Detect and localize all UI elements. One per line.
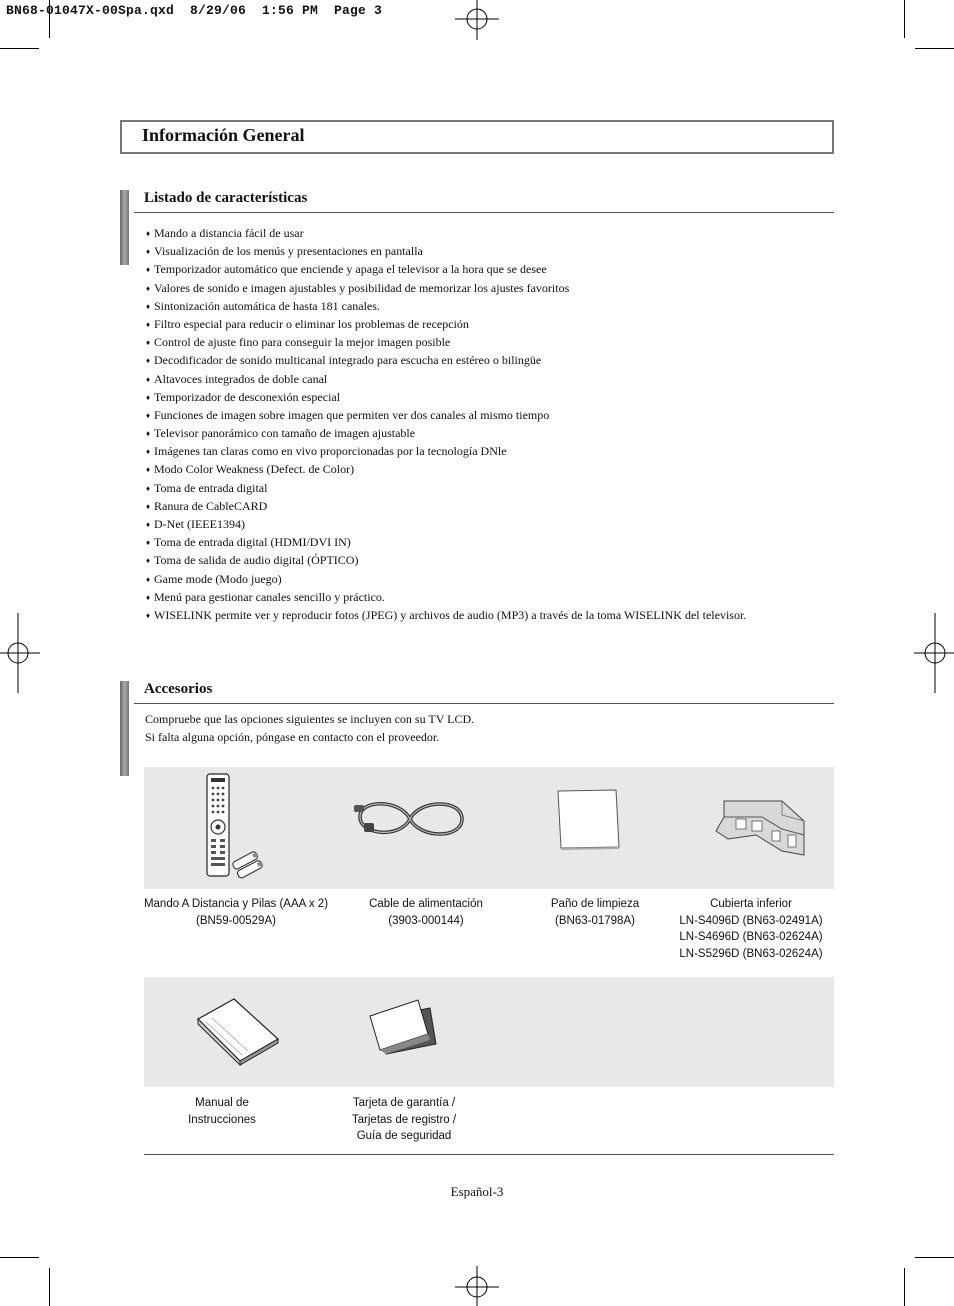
print-slug: BN68-01047X-00Spa.qxd 8/29/06 1:56 PM Page 3 (6, 3, 383, 18)
manual-book-icon (194, 995, 284, 1067)
feature-item (146, 608, 746, 626)
caption-line: Guía de seguridad (356, 1130, 452, 1142)
bullet-icon: ♦ (146, 610, 151, 620)
bullet-icon: ♦ (146, 410, 151, 420)
bullet-icon: ♦ (146, 392, 151, 402)
remote-control-icon (196, 772, 266, 880)
feature-text: Toma de entrada digital (HDMI/DVI IN) (154, 535, 351, 550)
caption-line: Paño de limpieza (550, 898, 640, 910)
feature-item (146, 317, 746, 335)
bullet-icon: ♦ (146, 247, 151, 257)
caption-line: Cable de alimentación (369, 898, 483, 910)
bullet-icon: ♦ (146, 265, 151, 275)
feature-text: Filtro especial para reducir o eliminar los problemas de recepción (154, 316, 469, 331)
feature-item (146, 499, 746, 517)
feature-text: Decodificador de sonido multicanal integrado para escucha en estéreo o bilingüe (154, 353, 542, 368)
feature-item (146, 481, 746, 499)
accessory-caption-warranty (334, 1095, 474, 1145)
cleaning-cloth-icon (553, 787, 623, 851)
feature-text: Mando a distancia fácil de usar (154, 226, 304, 240)
section-bar (120, 681, 129, 776)
bullet-icon: ♦ (146, 283, 151, 293)
registration-mark-icon (914, 613, 954, 693)
feature-text: Televisor panorámico con tamaño de imagen ajustable (154, 426, 416, 441)
caption-line: LN-S4096D (BN63-02491A) (679, 914, 823, 927)
accessory-caption-cable (346, 896, 506, 929)
feature-item (146, 390, 746, 408)
bullet-icon: ♦ (146, 501, 151, 511)
bullet-icon: ♦ (146, 574, 151, 584)
feature-text: Sintonización automática de hasta 181 canales. (154, 298, 380, 313)
caption-line: LN-S5296D (BN63-02624A) (679, 947, 823, 960)
caption-line: (3903-000144) (388, 914, 464, 927)
bullet-icon: ♦ (146, 374, 151, 384)
feature-item (146, 553, 746, 571)
feature-text: Imágenes tan claras como en vivo proporcionadas por la tecnología DNle (154, 444, 507, 459)
caption-line: Tarjetas de registro / (351, 1113, 457, 1126)
feature-item (146, 408, 746, 426)
feature-text: Control de ajuste fino para conseguir la mejor imagen posible (154, 335, 451, 350)
feature-text: Menú para gestionar canales sencillo y práctico. (154, 589, 385, 604)
caption-line: Tarjeta de garantía / (352, 1097, 456, 1109)
bullet-icon: ♦ (146, 556, 151, 566)
accessory-caption-remote (134, 896, 338, 929)
bullet-icon: ♦ (146, 229, 151, 238)
feature-text: Modo Color Weakness (Defect. de Color) (154, 462, 355, 477)
bullet-icon: ♦ (146, 483, 151, 493)
registration-mark-icon (455, 0, 499, 40)
feature-text: Temporizador de desconexión especial (154, 389, 341, 404)
feature-item (146, 444, 746, 462)
feature-item (146, 572, 746, 590)
registration-mark-icon (0, 613, 40, 693)
caption-line: Mando A Distancia y Pilas (AAA x 2) (143, 898, 329, 910)
feature-item (146, 372, 746, 390)
bullet-icon: ♦ (146, 319, 151, 329)
accessory-caption-cover (670, 896, 832, 962)
bullet-icon: ♦ (146, 301, 151, 311)
accessory-caption-cloth (520, 896, 670, 929)
intro-line: Si falta alguna opción, póngase en contacto con el proveedor. (145, 730, 440, 744)
caption-line: (BN63-01798A) (555, 914, 635, 927)
bullet-icon: ♦ (146, 538, 151, 548)
caption-line: Manual de (195, 1097, 249, 1109)
bullet-icon: ♦ (146, 520, 151, 529)
accessories-intro (145, 712, 474, 745)
bullet-icon: ♦ (146, 465, 151, 475)
bullet-icon: ♦ (146, 356, 151, 366)
feature-text: Ranura de CableCARD (154, 498, 268, 513)
warranty-cards-icon (366, 998, 440, 1058)
accessories-title: Accesorios (144, 681, 213, 697)
feature-text: Valores de sonido e imagen ajustables y posibilidad de memorizar los ajustes favoritos (154, 280, 570, 295)
feature-list (146, 226, 746, 626)
feature-item (146, 535, 746, 553)
caption-line: Cubierta inferior (710, 898, 792, 910)
section-bar (120, 190, 129, 265)
feature-text: WISELINK permite ver y reproducir fotos (JPEG) y archivos de audio (MP3) a través de la toma WISELINK del televisor. (154, 607, 747, 622)
bullet-icon: ♦ (146, 338, 151, 348)
footer-rule (144, 1154, 834, 1155)
features-title: Listado de características (144, 190, 308, 206)
feature-item (146, 517, 746, 535)
feature-item (146, 335, 746, 353)
feature-item (146, 244, 746, 262)
bullet-icon: ♦ (146, 447, 151, 457)
feature-text: Toma de salida de audio digital (ÓPTICO) (154, 553, 359, 568)
caption-line: (BN59-00529A) (196, 914, 276, 927)
caption-line: Instrucciones (188, 1113, 256, 1126)
page-title: Información General (142, 125, 305, 145)
feature-text: Game mode (Modo juego) (154, 571, 282, 586)
power-cable-icon (350, 795, 470, 845)
feature-item (146, 226, 746, 244)
feature-text: Toma de entrada digital (154, 480, 268, 495)
feature-item (146, 353, 746, 371)
feature-item (146, 462, 746, 480)
page-number: Español-3 (450, 1184, 504, 1199)
registration-mark-icon (455, 1266, 499, 1306)
accessory-caption-manual (162, 1095, 282, 1128)
intro-line: Compruebe que las opciones siguientes se incluyen con su TV LCD. (145, 712, 475, 726)
feature-item (146, 281, 746, 299)
bullet-icon: ♦ (146, 592, 151, 602)
feature-text: Visualización de los menús y presentaciones en pantalla (154, 244, 423, 259)
feature-item (146, 590, 746, 608)
bottom-cover-icon (712, 795, 808, 861)
feature-text: Temporizador automático que enciende y apaga el televisor a la hora que se desee (154, 262, 547, 277)
accessories-rule (134, 703, 834, 704)
feature-item (146, 299, 746, 317)
features-rule (134, 212, 834, 213)
bullet-icon: ♦ (146, 429, 151, 439)
feature-item (146, 426, 746, 444)
feature-text: Altavoces integrados de doble canal (154, 371, 328, 386)
feature-item (146, 262, 746, 280)
feature-text: D-Net (IEEE1394) (154, 517, 245, 531)
caption-line: LN-S4696D (BN63-02624A) (679, 931, 823, 943)
page-title-box (120, 120, 834, 154)
feature-text: Funciones de imagen sobre imagen que permiten ver dos canales al mismo tiempo (154, 407, 550, 422)
